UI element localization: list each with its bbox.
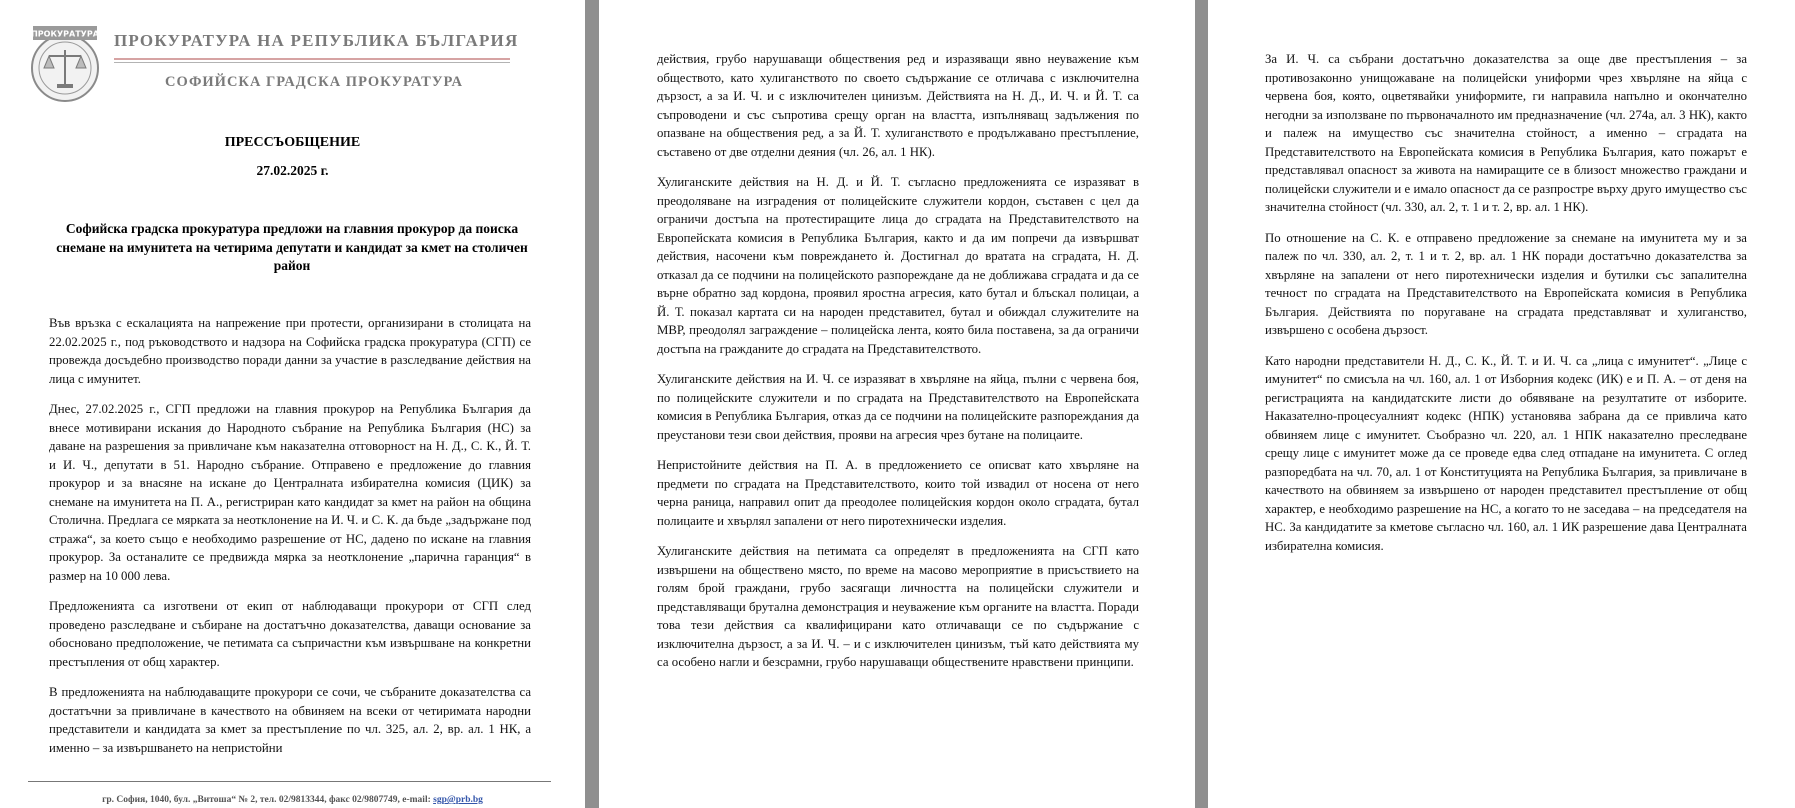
document-page-1 — [0, 0, 585, 808]
press-release-headline: Софийска градска прокуратура предложи на главния прокурор да поиска снемане на имунитета на четирима депутати и кандидат за кмет на столичен район — [56, 221, 528, 273]
organization-name: ПРОКУРАТУРА НА РЕПУБЛИКА БЪЛГАРИЯ — [114, 31, 519, 50]
page-3-body — [1265, 50, 1747, 567]
document-page-2 — [599, 0, 1195, 808]
paragraph: Като народни представители Н. Д., С. К., Й. Т. и И. Ч. са „лица с имунитет“. „Лице с имунитет“ по смисъла на чл. 160, ал. 1 от Изборния кодекс (ИК) е и П. А. – от деня на регистрацията на кандидатските листи до обявяване на резултатите от изборите. Наказателно-процесуалният кодекс (НПК) установява забрана да се привлича като обвиняем лице с имунитет. Съобразно чл. 220, ал. 1 НПК наказателно преследване срещу лице с имунитет може да се проведе едва след отпадане на имунитета. С оглед разпоредбата на чл. 70, ал. 1 от Конституцията на Република България, за привличане в качеството на обвиняем за извършено от народен представител престъпление от общ характер, е необходимо разрешение на НС, а когато то не заседава – на председателя на НС. За кандидатите за кметове съгласно чл. 160, ал. 1 ИК разрешение дава Централната избирателна комисия. — [1265, 353, 1747, 553]
seal-text: ПРОКУРАТУРА — [31, 29, 99, 39]
prosecution-seal-logo — [27, 24, 103, 104]
page-footer — [0, 795, 585, 805]
paragraph: Непристойните действия на П. А. в предложението се описват като хвърляне на предмети по сградата на Представителството, които той извадил от носена от него черна раница, направил опит да преодолее полицейския кордон около сградата, бутал полицаите и хвърлял запалени от него пиротехнически изделия. — [657, 458, 1139, 528]
paragraph: Във връзка с ескалацията на напрежение при протести, организирани в столицата на 22.02.2025 г., под ръководството и надзора на Софийска градска прокуратура (СГП) се провежда досъдебно производство поради данни за участие в разследвание действия на лица с имунитет. — [49, 316, 531, 386]
press-release-title: ПРЕССЪОБЩЕНИЕ — [224, 135, 361, 150]
paragraph: действия, грубо нарушаващи обществения ред и изразяващи явно неуважение към обществото, като хулиганството по своето съдържание се отличава с изключителна дързост, а за И. Ч. и с изключителен цинизъм. Действията на Н. Д., И. Ч. и Й. Т. са съпроводени и със съпротива срещу орган на властта, изпълняващ задължения по опазване на обществения ред, а за Й. Т. хулиганството е продължавано престъпление, съставено от две отделни деяния (чл. 26, ал. 1 НК). — [657, 52, 1139, 159]
page-2-body — [657, 50, 1139, 684]
paragraph: Хулиганските действия на И. Ч. се изразяват в хвърляне на яйца, пълни с червена боя, по полицейските служители и по сградата на Представителството на Европейската комисия в Република България, отказ да се подчини на полицейските разпореждания да преустанови тези свои действия, прояви на агресия чрез бутане на полицаите. — [657, 372, 1139, 442]
paragraph: Хулиганските действия на Н. Д. и Й. Т. съгласно предложенията се изразяват в преодоляване на изградения от полицейските служители кордон, съставен с цел да ограничи достъпа на протестиращите лица до сградата на Представителството на Европейската комисия в Република България, както и да им попречи да извършват действия, насочени към повреждането ѝ. Достигнал до вратата на сградата, Н. Д. отказал да се подчини на полицейското разпореждане да не доближава сградата и да се върне обратно зад кордона, проявил яростна агресия, като бутал и блъскал полицаи, а Й. Т. показал картата си на народен представител, бутал и обиждал служителите на МВР, преодолял заграждение – полицейска лента, която била поставена, за да ограничи достъпа на гражданите до сградата на Представителството. — [657, 175, 1139, 356]
press-release-date: 27.02.2025 г. — [256, 163, 329, 178]
page-gap — [585, 0, 599, 808]
paragraph: По отношение на С. К. е отправено предложение за снемане на имунитета му и за палеж по чл. 330, ал. 2, т. 1 и т. 2, вр. ал. 1 НК поради достатъчно доказателства за хвърляне на запалени от него пиротехнически изделия и бутилки със запалителна течност по сградата на Представителството на Европейската комисия в Република България. Действията по поругаване на сградата представляват и хулиганство, извършено с особена дързост. — [1265, 230, 1747, 337]
header-divider-gray — [114, 62, 510, 63]
page-1-body — [49, 314, 531, 766]
paragraph: Предложенията са изготвени от екип от наблюдаващи прокурори от СГП след проведено разследване и събиране на достатъчно доказателства, даващи основание за обосновано предположение, че петимата са съпричастни към извършване на конкретни престъпления от общ характер. — [49, 599, 531, 669]
page-gap — [1195, 0, 1208, 808]
organization-subtitle: СОФИЙСКА ГРАДСКА ПРОКУРАТУРА — [165, 74, 463, 90]
footer-address: гр. София, 1040, бул. „Витоша“ № 2, тел. 02/9813344, факс 02/9807749, e-mail: — [102, 795, 434, 805]
header-divider-red — [114, 58, 510, 60]
footer-divider — [28, 781, 551, 782]
document-page-3 — [1208, 0, 1795, 808]
paragraph: Днес, 27.02.2025 г., СГП предложи на главния прокурор на Република България да внесе мотивирани искания до Народното събрание на Република България (НС) за даване на разрешения за привличане към наказателна отговорност на Н. Д., С. К., Й. Т. и И. Ч., депутати в 51. Народно събрание. Отправено е предложение до главния прокурор и за внасяне на искане до Централната избирателна комисия (ЦИК) за снемане на имунитета на П. А., регистриран като кандидат за кмет на район на община Столична. Предлага се мярката за неотклонение на И. Ч. и С. К. да бъде „задържане под стража“, за което също е необходимо разрешение от НС, дадено по искане на главния прокурор. За останалите се предвижда мярка за неотклонение „парична гаранция“ в размер на 10 000 лева. — [49, 402, 531, 583]
paragraph: Хулиганските действия на петимата са определят в предложенията на СГП като извършени на обществено място, по време на масово мероприятие в присъствието на голям брой граждани, грубо засягащи личността на полицейски служители и представляващи брутална демонстрация и неуважение към органите на властта. Поради това тези действия са квалифицирани като отличаващи се по съдържание с изключителна дързост, а за И. Ч. – и с изключителен цинизъм, тъй като действията му са особено нагли и безсрамни, грубо нарушаващи обществените нравствени принципи. — [657, 544, 1139, 669]
footer-email-link[interactable]: sgp@prb.bg — [433, 795, 483, 805]
paragraph: В предложенията на наблюдаващите прокурори се сочи, че събраните доказателства са достатъчни за привличане в качеството на обвиняем на всеки от четиримата народни представители и кандидата за кмет за престъпление по чл. 325, ал. 2, вр. ал. 1 НК, а именно – за извършването на непристойни — [49, 685, 531, 755]
paragraph: За И. Ч. са събрани достатъчно доказателства за още две престъпления – за противозаконно унищожаване на полицейски униформи чрез хвърляне на яйца с червена боя, която, оцветявайки униформите, ги направила напълно и окончателно негодни за използване по първоначалното им предназначение (чл. 274а, ал. 3 НК), както и палеж на имущество със значителна стойност, а именно – сградата на Представителството на Европейската комисия в Република България, като пожарът е представлявал опасност за живота на намиращите се в близост множество граждани и полицейски служители и е имало опасност да се разпростре върху друго имущество със значителна стойност (чл. 330, ал. 2, т. 1 и т. 2, вр. ал. 1 НК). — [1265, 52, 1747, 214]
